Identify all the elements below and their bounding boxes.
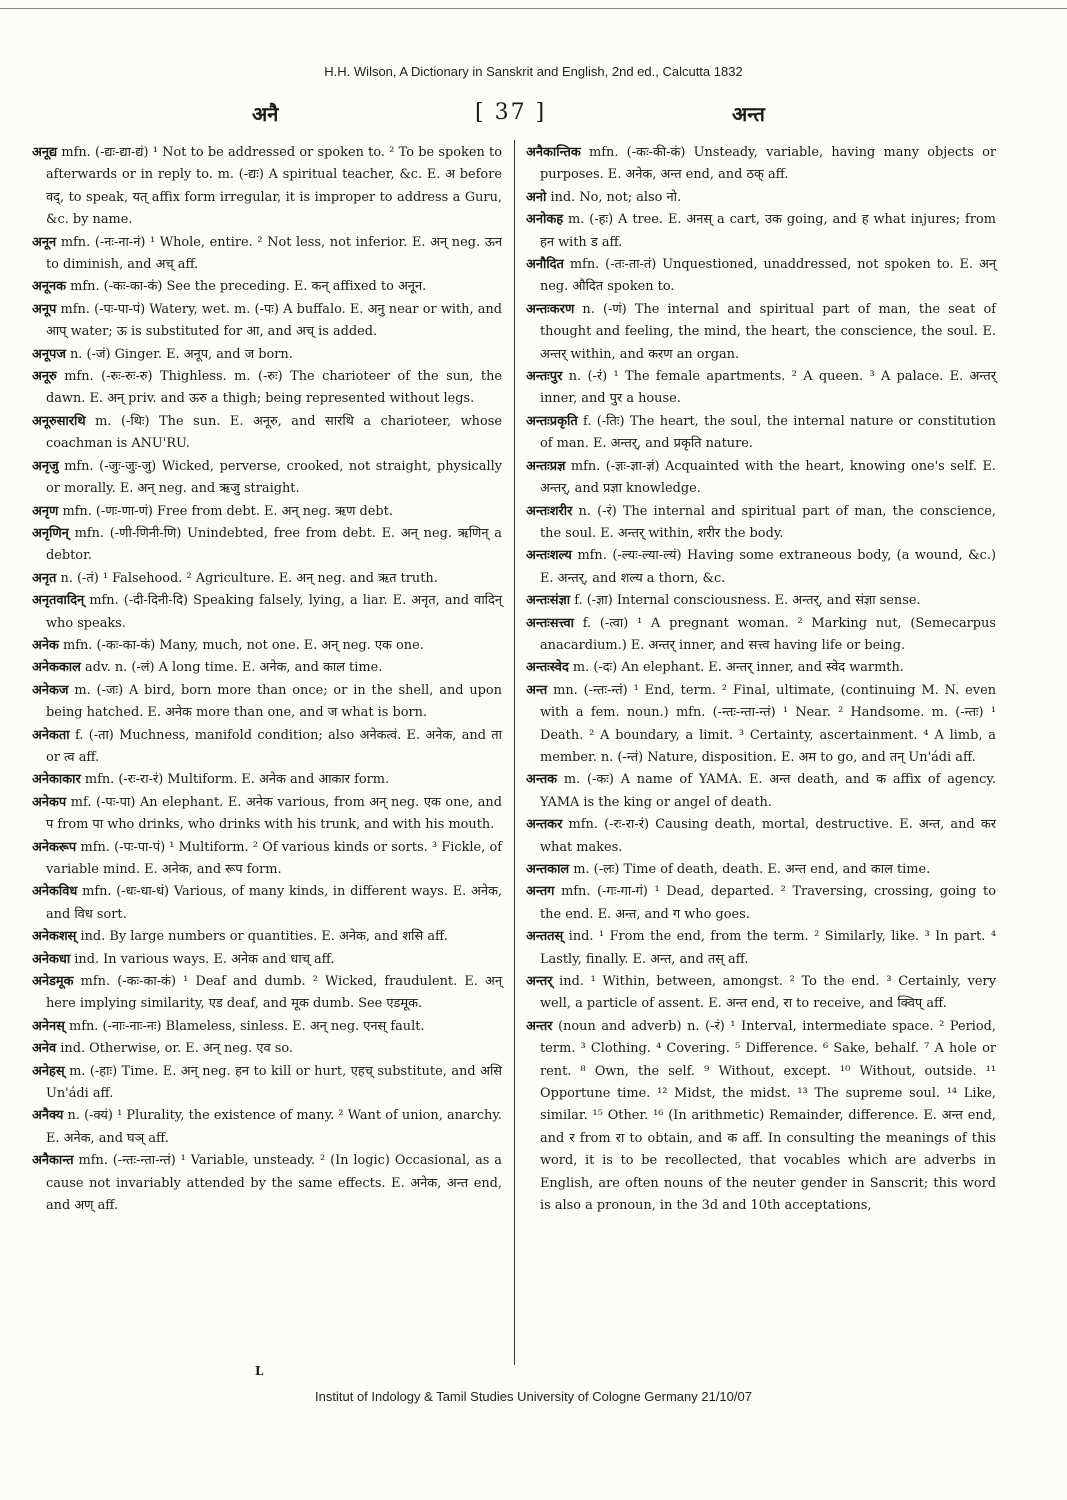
- dictionary-entry: [32, 344, 502, 366]
- dictionary-entry: [32, 1150, 502, 1217]
- entry-headword: अनैकान्त: [32, 1153, 74, 1169]
- entry-definition: ind. By large numbers or quantities. E. अनेक, and शसि aff.: [80, 929, 448, 945]
- entry-headword: अन्तःशरीर: [526, 503, 573, 519]
- entry-headword: अनेहस्: [32, 1063, 65, 1079]
- entry-headword: अनेकाकार: [32, 772, 81, 788]
- entry-headword: अन्तःशल्य: [526, 548, 572, 564]
- header-left-catchword: अनै: [252, 102, 279, 126]
- left-column: [32, 142, 502, 1218]
- entry-definition: mfn. (-ल्यः-ल्या-ल्यं) Having some extraneous body, (a wound, &c.) E. अन्तर्, and शल्य a thorn, &c.: [540, 548, 996, 586]
- entry-headword: अनेकधा: [32, 951, 71, 967]
- entry-definition: mfn. (-जुः-जुः-जु) Wicked, perverse, crooked, not straight, physically or morally. E. अन् neg. and ऋजु straight.: [46, 458, 502, 497]
- entry-headword: अनोकह: [526, 212, 564, 228]
- dictionary-entry: [526, 1016, 996, 1218]
- entry-definition: ind. No, not; also नो.: [550, 189, 682, 205]
- entry-definition: n. (-रं) The internal and spiritual part of man, the conscience, the soul. E. अन्तर् within, शरीर the body.: [540, 503, 996, 541]
- dictionary-entry: [32, 881, 502, 926]
- entry-headword: अनेडमूक: [32, 974, 74, 990]
- dictionary-entry: [32, 501, 502, 523]
- entry-headword: अनृण: [32, 503, 59, 519]
- dictionary-entry: [526, 411, 996, 456]
- entry-definition: n. (-क्यं) ¹ Plurality, the existence of many. ² Want of union, anarchy. E. अनेक, and घञ् aff.: [46, 1108, 502, 1146]
- entry-headword: अन्ततस्: [526, 929, 564, 945]
- dictionary-entry: [32, 1038, 502, 1060]
- entry-definition: mfn. (-नः-ना-नं) ¹ Whole, entire. ² Not less, not inferior. E. अन् neg. ऊन to diminish, and अच् aff.: [46, 234, 502, 273]
- entry-headword: अनेकविध: [32, 884, 78, 900]
- entry-headword: अन्तःप्रज्ञ: [526, 458, 566, 474]
- entry-headword: अनृतवादिन्: [32, 593, 85, 609]
- entry-definition: mfn. (-णी-णिनी-णि) Unindebted, free from debt. E. अन् neg. ऋणिन् a debtor.: [46, 525, 502, 564]
- entry-definition: mfn. (-धः-धा-धं) Various, of many kinds, in different ways. E. अनेक, and विध sort.: [46, 884, 502, 922]
- dictionary-entry: [526, 366, 996, 411]
- entry-headword: अनूपज: [32, 346, 66, 362]
- dictionary-entry: [32, 1016, 502, 1038]
- entry-definition: mfn. (-रः-रा-रं) Multiform. E. अनेक and आकार form.: [84, 772, 390, 788]
- entry-headword: अन्तर: [526, 1018, 553, 1034]
- right-column: [526, 142, 996, 1218]
- entry-definition: mfn. (-कः-का-कं) ¹ Deaf and dumb. ² Wicked, fraudulent. E. अन् here implying similarity, एड deaf, and मूक dumb. See एडमूक.: [46, 974, 502, 1012]
- entry-definition: ind. In various ways. E. अनेक and धाच् aff.: [74, 951, 335, 967]
- entry-definition: mfn. (-दी-दिनी-दि) Speaking falsely, lying, a liar. E. अनृत, and वादिन् who speaks.: [46, 593, 502, 631]
- dictionary-entry: [32, 949, 502, 971]
- dictionary-entry: [32, 411, 502, 456]
- entry-definition: f. (-त्वा) ¹ A pregnant woman. ² Marking nut, (Semecarpus anacardium.) E. अन्तर् inner, and सत्त्व having life or being.: [540, 615, 996, 653]
- entry-headword: अनून: [32, 234, 57, 250]
- dictionary-entry: [526, 926, 996, 971]
- page-header: [30, 100, 1030, 130]
- entry-headword: अनृजु: [32, 458, 59, 474]
- entry-definition: n. (-रं) ¹ The female apartments. ² A queen. ³ A palace. E. अन्तर् inner, and पुर a house.: [540, 369, 996, 407]
- footer-credit: Institut of Indology & Tamil Studies University of Cologne Germany 21/10/07: [315, 1389, 752, 1404]
- entry-headword: अनेककाल: [32, 660, 81, 676]
- dictionary-entry: [526, 187, 996, 209]
- entry-headword: अन्तःकरण: [526, 301, 575, 317]
- dictionary-entry: [32, 792, 502, 837]
- entry-definition: mfn. (-तः-ता-तं) Unquestioned, unaddressed, not spoken to. E. अन् neg. औदित spoken to.: [540, 257, 996, 295]
- dictionary-entry: [526, 456, 996, 501]
- entry-headword: अन्त: [526, 682, 548, 698]
- dictionary-entry: [526, 501, 996, 546]
- dictionary-entry: [32, 276, 502, 298]
- dictionary-entry: [526, 209, 996, 254]
- entry-headword: अनेनस्: [32, 1018, 65, 1034]
- dictionary-entry: [526, 254, 996, 299]
- entry-definition: mfn. (-पः-पा-पं) Watery, wet. m. (-पः) A buffalo. E. अनु near or with, and आप् water; ऊ is substituted for आ, and अच् is added.: [46, 301, 502, 340]
- entry-definition: mfn. (-रुः-रुः-रु) Thighless. m. (-रुः) The charioteer of the sun, the dawn. E. अन् priv. and ऊरु a thigh; being represented without legs.: [46, 369, 502, 407]
- entry-headword: अन्तःसंज्ञा: [526, 593, 571, 609]
- entry-headword: अन्तःस्वेद: [526, 660, 569, 676]
- dictionary-entry: [32, 1061, 502, 1106]
- entry-headword: अनूरुसारथि: [32, 413, 86, 429]
- entry-definition: mfn. (-न्तः-न्ता-न्तं) ¹ Variable, unsteady. ² (In logic) Occasional, as a cause not invariably attended by the same effects. E. अनेक, अन्त end, and अण् aff.: [46, 1153, 502, 1214]
- top-rule: [0, 8, 1067, 9]
- entry-definition: mf. (-पः-पा) An elephant. E. अनेक various, from अन् neg. एक one, and प from पा who drinks, who drinks with his trunk, and with his mouth.: [46, 794, 502, 833]
- dictionary-entry: [526, 142, 996, 187]
- dictionary-entry: [32, 299, 502, 344]
- entry-definition: m. (-जः) A bird, born more than once; or in the shell, and upon being hatched. E. अनेक more than one, and ज what is born.: [46, 682, 502, 721]
- dictionary-entry: [526, 545, 996, 590]
- dictionary-entry: [32, 725, 502, 770]
- entry-definition: ind. ¹ From the end, from the term. ² Similarly, like. ³ In part. ⁴ Lastly, finally. E. अन्त, and तस् aff.: [540, 929, 996, 967]
- dictionary-entry: [32, 142, 502, 232]
- entry-headword: अनेक: [32, 637, 59, 653]
- dictionary-entry: [32, 680, 502, 725]
- entry-headword: अन्तकाल: [526, 862, 570, 877]
- entry-headword: अनृत: [32, 570, 57, 586]
- entry-headword: अन्तःसत्त्वा: [526, 615, 574, 631]
- entry-definition: mfn. (-गः-गा-गं) ¹ Dead, departed. ² Traversing, crossing, going to the end. E. अन्त, and ग who goes.: [540, 884, 996, 922]
- dictionary-entry: [32, 837, 502, 882]
- entry-definition: n. (-णं) The internal and spiritual part of man, the seat of thought and feeling, the mind, the heart, the conscience, the soul. E. अन्तर् within, and करण an organ.: [540, 301, 996, 362]
- entry-headword: अनेव: [32, 1041, 57, 1057]
- entry-definition: mfn. (-रः-रा-रं) Causing death, mortal, destructive. E. अन्त, and कर what makes.: [540, 817, 996, 855]
- entry-definition: mfn. (-ज्ञः-ज्ञा-ज्ञं) Acquainted with the heart, knowing one's self. E. अन्तर्, and प्रज्ञा knowledge.: [540, 458, 996, 497]
- entry-definition: mfn. (-द्यः-द्या-द्यं) ¹ Not to be addressed or spoken to. ² To be spoken to afterwards or in reply to. m. (-द्यः) A spiritual teacher, &c. E. अ before वद्, to speak, यत् affix form irregular, it is improper to address a Guru, &c. by name.: [46, 145, 502, 228]
- entry-definition: m. (-हः) A tree. E. अनस् a cart, उक going, and ह what injures; from हन with ड aff.: [540, 212, 996, 250]
- entry-headword: अनूद्य: [32, 145, 58, 160]
- dictionary-entry: [526, 680, 996, 770]
- entry-headword: अन्तकर: [526, 817, 563, 833]
- entry-headword: अनौदित: [526, 257, 564, 273]
- dictionary-entry: [526, 613, 996, 658]
- dictionary-entry: [32, 232, 502, 277]
- entry-definition: mfn. (-कः-का-कं) See the preceding. E. कन् affixed to अनून.: [70, 279, 427, 295]
- entry-headword: अन्तक: [526, 772, 558, 788]
- dictionary-entry: [526, 299, 996, 366]
- entry-headword: अनूनक: [32, 279, 67, 295]
- entry-definition: m. (-थिः) The sun. E. अनूरु, and सारथि a charioteer, whose coachman is ANU'RU.: [46, 413, 502, 452]
- entry-headword: अन्तग: [526, 884, 555, 900]
- entry-headword: अनेकरूप: [32, 839, 77, 855]
- page-number: [ 37 ]: [475, 100, 547, 125]
- entry-headword: अन्तःपुर: [526, 369, 563, 385]
- entry-definition: mfn. (-पः-पा-पं) ¹ Multiform. ² Of various kinds or sorts. ³ Fickle, of variable mind. E. अनेक, and रूप form.: [46, 839, 503, 877]
- entry-definition: mfn. (-कः-की-कं) Unsteady, variable, having many objects or purposes. E. अनेक, अन्त end, and ठक् aff.: [540, 145, 997, 183]
- signature-mark: L: [255, 1364, 264, 1378]
- dictionary-entry: [32, 568, 502, 590]
- dictionary-entry: [526, 814, 996, 859]
- entry-definition: m. (-कः) A name of YAMA. E. अन्त death, and क affix of agency. YAMA is the king or angel of death.: [540, 772, 996, 810]
- dictionary-entry: [526, 971, 996, 1016]
- entry-definition: adv. n. (-लं) A long time. E. अनेक, and काल time.: [85, 660, 383, 676]
- dictionary-entry: [32, 769, 502, 791]
- entry-definition: n. (-तं) ¹ Falsehood. ² Agriculture. E. अन् neg. and ऋत truth.: [60, 570, 438, 586]
- entry-headword: अनेकप: [32, 794, 67, 810]
- dictionary-entry: [32, 590, 502, 635]
- dictionary-entry: [32, 657, 502, 679]
- entry-definition: m. (-हाः) Time. E. अन् neg. हन to kill or hurt, एहच् substitute, and असि Un'ádi aff.: [46, 1063, 502, 1102]
- entry-definition: n. (-जं) Ginger. E. अनूप, and ज born.: [70, 346, 293, 362]
- entry-definition: ind. ¹ Within, between, amongst. ² To the end. ³ Certainly, very well, a particle of assent. E. अन्त end, रा to receive, and क्विप् aff.: [540, 974, 996, 1012]
- entry-headword: अनृणिन्: [32, 525, 69, 541]
- dictionary-entry: [32, 366, 502, 411]
- entry-headword: अन्तःप्रकृति: [526, 413, 578, 429]
- dictionary-entry: [32, 456, 502, 501]
- dictionary-entry: [526, 657, 996, 679]
- source-line: H.H. Wilson, A Dictionary in Sanskrit and English, 2nd ed., Calcutta 1832: [324, 64, 743, 79]
- entry-headword: अन्तर्: [526, 974, 553, 990]
- entry-definition: mn. (-न्तः-न्तं) ¹ End, term. ² Final, ultimate, (continuing M. N. even with a fem. noun.) mfn. (-न्तः-न्ता-न्तं) ¹ Near. ² Handsome. m. (-न्तः) ¹ Death. ² A boundary, a limit. ³ Certainty, ascertainment. ⁴ A limb, a member. n. (-न्तं) Nature, disposition. E. अम to go, and तन् Un'ádi aff.: [540, 682, 997, 765]
- entry-headword: अनैक्य: [32, 1108, 64, 1124]
- entry-definition: mfn. (-नाः-नाः-नः) Blameless, sinless. E. अन् neg. एनस् fault.: [68, 1018, 425, 1034]
- entry-definition: f. (-ता) Muchness, manifold condition; also अनेकत्वं. E. अनेक, and ता or त्व aff.: [46, 727, 502, 765]
- entry-definition: ind. Otherwise, or. E. अन् neg. एव so.: [60, 1041, 294, 1057]
- entry-headword: अनूरु: [32, 369, 57, 385]
- entry-headword: अनैकान्तिक: [526, 145, 581, 160]
- dictionary-entry: [32, 523, 502, 568]
- dictionary-entry: [32, 926, 502, 948]
- entry-headword: अनूप: [32, 301, 57, 317]
- entry-definition: mfn. (-कः-का-कं) Many, much, not one. E. अन् neg. एक one.: [63, 637, 424, 653]
- entry-definition: m. (-दः) An elephant. E. अन्तर् inner, and स्वेद warmth.: [572, 660, 904, 676]
- dictionary-entry: [32, 635, 502, 657]
- entry-definition: f. (-ज्ञा) Internal consciousness. E. अन्तर्, and संज्ञा sense.: [574, 593, 921, 609]
- dictionary-entry: [526, 590, 996, 612]
- column-divider: [514, 140, 515, 1365]
- entry-headword: अनेकशस्: [32, 929, 77, 945]
- entry-headword: अनो: [526, 189, 547, 205]
- entry-definition: m. (-लः) Time of death, death. E. अन्त end, and काल time.: [573, 862, 931, 877]
- dictionary-entry: [32, 1105, 502, 1150]
- entry-headword: अनेकज: [32, 682, 69, 698]
- dictionary-entry: [526, 859, 996, 881]
- header-right-catchword: अन्त: [732, 102, 765, 126]
- dictionary-entry: [32, 971, 502, 1016]
- entry-headword: अनेकता: [32, 727, 70, 743]
- entry-definition: (noun and adverb) n. (-रं) ¹ Interval, intermediate space. ² Period, term. ³ Clothing. ⁴ Covering. ⁵ Difference. ⁶ Sake, behalf. ⁷ A hole or rent. ⁸ Own, the self. ⁹ Without, except. ¹⁰ Without, outside. ¹¹ Opportune time. ¹² Midst, the midst. ¹³ The supreme soul. ¹⁴ Like, similar. ¹⁵ Other. ¹⁶ (In arithmetic) Remainder, difference. E. अन्त end, and र from रा to obtain, and क aff. In consulting the meanings of this word, it is to be recollected, that vocables which are adverbs in English, are often nouns of the neuter gender in Sanscrit; this word is also a pronoun, in the 3d and 10th acceptations,: [540, 1018, 996, 1214]
- dictionary-entry: [526, 881, 996, 926]
- entry-definition: f. (-तिः) The heart, the soul, the internal nature or constitution of man. E. अन्तर्, and प्रकृति nature.: [540, 413, 996, 452]
- entry-definition: mfn. (-णः-णा-णं) Free from debt. E. अन् neg. ऋण debt.: [62, 503, 393, 519]
- dictionary-entry: [526, 769, 996, 814]
